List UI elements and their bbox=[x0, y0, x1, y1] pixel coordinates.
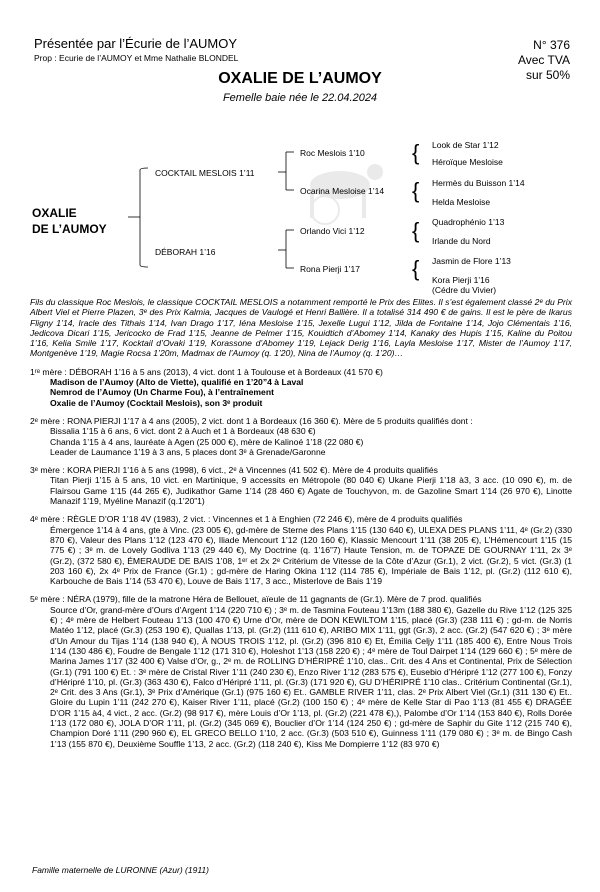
second-dam-produce-3: Leader de Laumance 1’19 à 3 ans, 5 places dont 3ᵉ à Grenade/Garonne bbox=[50, 446, 326, 457]
pedigree-sss: Look de Star 1’12 bbox=[432, 140, 499, 150]
pedigree-ssd: Héroïque Mesloise bbox=[432, 157, 503, 167]
second-dam-section bbox=[30, 416, 572, 457]
pedigree-ddd: Kora Pierji 1’16 bbox=[432, 275, 490, 285]
first-dam-heading: 1ʳᵉ mère : DÉBORAH 1’16 à 5 ans (2013), 4 vict. dont 1 à Toulouse et à Bordeaux (41 570 €) bbox=[30, 366, 383, 377]
lot-number: N° 376 bbox=[533, 38, 570, 52]
first-dam-produce-1: Madison de l’Aumoy (Alto de Viette), qualifié en 1’20”4 à Laval bbox=[50, 377, 304, 388]
first-dam-produce-3: Oxalie de l’Aumoy (Cocktail Meslois), son 3ᵉ produit bbox=[50, 397, 263, 408]
pedigree-dam-sire: Orlando Vici 1’12 bbox=[300, 226, 365, 236]
first-dam-section bbox=[30, 367, 572, 408]
vat-note: Avec TVA bbox=[517, 53, 570, 67]
family-text bbox=[30, 297, 572, 749]
pedigree-ddd-sire: (Cédre du Vivier) bbox=[432, 285, 497, 295]
maternal-family: Famille maternelle de LURONNE (Azur) (1911) bbox=[32, 865, 209, 875]
svg-text:{: { bbox=[412, 218, 420, 243]
pedigree-sire: COCKTAIL MESLOIS 1’11 bbox=[155, 168, 255, 178]
horse-name: OXALIE DE L’AUMOY bbox=[218, 70, 382, 87]
fourth-dam-section bbox=[30, 514, 572, 586]
pedigree-sdd: Helda Mesloise bbox=[432, 197, 491, 207]
owner-line: Prop : Ecurie de l’AUMOY et Mme Nathalie BLONDEL bbox=[34, 53, 239, 63]
pedigree-sire-sire: Roc Meslois 1’10 bbox=[300, 148, 365, 158]
presenter-line: Présentée par l’Écurie de l’AUMOY bbox=[34, 36, 238, 51]
sire-intro: Fils du classique Roc Meslois, le classique COCKTAIL MESLOIS a notamment remporté le Prix des Elites. Il s’est également classé 2ᵉ du Prix Albert Viel et Pierre Plazen, 3ᵉ des Prix Kalmia, Jacques de Vaulogé et Henri Ballière. Il a totalisé 314 490 € de gains. Il est le père de Ikarus Fligny 1’14, Iracle des Tithais 1’14, Ivan Drago 1’17, Iéna Mesloise 1’15, Jexelle Lugui 1’12, Jilda de Fontaine 1’14, Jojo Clémentais 1’16, Jedicova Dicari 1’15, Jericocko de Frad 1’15, Jeanne de Pelmer 1’15, Kouidtich d’Abomey 1’14, Kanaky des Hupis 1’15, Kaline du Poitou 1’16, Kelia Smile 1’17, Kocktail d’Ovaki 1’19, Korassone d’Abomey 1’19, Lejack Derig 1’16, Layla Mesloise 1’17, Mister de l’Aumoy 1’17, Montgenève 1’19, Magie Rocsa 1’20m, Madmax de l’Aumoy (q. 1’20), Nina de l’Aumoy (q. 1’20)… bbox=[30, 297, 572, 359]
horse-description: Femelle baie née le 22.04.2024 bbox=[222, 92, 378, 104]
pedigree-dss: Quadrophénio 1’13 bbox=[432, 217, 505, 227]
pedigree-sds: Hermès du Buisson 1’14 bbox=[432, 178, 525, 188]
pedigree-dam: DÉBORAH 1’16 bbox=[155, 247, 216, 257]
second-dam-produce-2: Chanda 1’15 à 4 ans, lauréate à Agen (25 000 €), mère de Kalinoé 1’18 (22 080 €) bbox=[50, 436, 364, 447]
pedigree-horse-name bbox=[32, 205, 107, 237]
pedigree-horse-name-line2: DE L’AUMOY bbox=[32, 222, 107, 236]
fourth-dam-body: Émergence 1’14 à 4 ans, gte à Vinc. (23 005 €), gd-mère de Sterne des Plans 1’15 (130 640 €), ULEXA DES PLANS 1’11, 4ᵉ (Gr.2) (330 870 €), Valeur des Plans 1’12 (123 470 €), Iliade Mencourt 1’12 (120 160 €), Klassic Mencourt 1’11 (38 205 €), L’Hémencourt 1’15 (15 775 €) ; 3ᵉ m. de Lovely Godliva 1’13 (29 440 €), My Doctrine (q. 1’16”7) Haute Tension, m. de TOPAZE DE GOURNAY 1’11, 2x 3ᵉ (Gr.2), (372 580 €), ÉMERAUDE DE BAIS 1’08, 1ᵉʳ et 2x 2ᵉ Critérium de Vitesse de la Côte d’Azur (Gr.1), 2 vict. (Gr.2), 5 vict. (Gr.3) (1 203 160 €), 2x 4ᵉ Prix de France (Gr.1) ; gd-mère de Haring Okina 1’12 (114 785 €), Impériale de Bais 1’12, pl. (Gr.2) (112 610 €), Karbouche de Bais 1’14 (53 470 €), Louve de Bais 1’17, 3 acc., Misterlove de Bais 1’19 bbox=[50, 524, 572, 587]
third-dam-section bbox=[30, 465, 572, 506]
svg-text:{: { bbox=[412, 140, 420, 165]
second-dam-heading: 2ᵉ mère : RONA PIERJI 1’17 à 4 ans (2005), 2 vict. dont 1 à Bordeaux (16 360 €). Mère de 5 produits qualifiés dont : bbox=[30, 415, 473, 426]
third-dam-body: Titan Pierji 1’15 à 5 ans, 10 vict. en Martinique, 9 accessits en Métropole (80 040 €) Ukane Pierji 1’18 à3, 3 acc. (10 090 €), m. de Flairsou Game 1’15 (44 265 €), Judikathor Game 1’14 (28 460 €) Agate de Touchyvon, m. de Gazoline Smart 1’14 (26 970 €), Linotte Manazif 1’19, Myéline Manazif (q.1’20”1) bbox=[50, 475, 572, 507]
fifth-dam-body: Source d’Or, grand-mère d’Ours d’Argent 1’14 (220 710 €) ; 3ᵉ m. de Tasmina Fouteau 1’13m (188 380 €), Gazelle du Rive 1’12 (125 325 €) ; 4ᵉ mère de Helbert Fouteau 1’13 (100 470 €) Urne d’Or, mère de DON KEWILTOM 1’15, placé (Gr.3) (238 111 €) ; gd-m. de Norris Matéo 1’12, placé (Gr.3) (253 190 €), Quallas 1’13, pl. (Gr.2) (111 610 €), ARIBO MIX 1’11, ggt (Gr.3), 2 acc. (Gr.2) (547 620 €) ; 3ᵉ mère d’Un Amour du Tijas 1’14 (138 940 €), À NOUS TROIS 1’12, pl. (Gr.2) (396 810 €) Et, Émilia Celjy 1’11 (185 400 €), Entre Nous Trois 1’14 (130 486 €), Foudre de Bengale 1’12 (171 310 €), Holeshot 1’13 (158 220 €) ; 4ᵉ mère de Toul Dairpet 1’14 (129 660 €) ; 5ᵉ mère de Marina James 1’17 (32 400 €) Valse d’Or, g., 2ᵉ m. de ROLLING D’HÉRIPRÉ 1’10, clas.. Crit. des 4 Ans et Continental, Prix de Sélection (Gr.1) (791 100 €) Et. : 3ᵉ mère de Cristal River 1’11 (240 230 €), Enzo River 1’12 (283 575 €), Eusebio d’Héripré 1’12 (277 100 €), Fonzy d’Héripré 1’10, pl. (Gr.3) (363 430 €), Falco d’Héripré 1’11, pl. (Gr.3) (171 920 €), GU D’HÉRIPRÉ 1’10 clas.. Critérium Continental (Gr.1), 2ᵉ Crit. des 3 Ans (Gr.1), 3ᵉ Prix d’Amérique (Gr.1) (975 160 €) Et.. GAMBLE RIVER 1’11, clas. 2ᵉ Prix Albert Viel (Gr.1) (311 130 €) Et.. Gloire du Lupin 1’11 (242 270 €), Kaiser River 1’11, placé (Gr.2) (100 150 €) ; 4ᵉ mère de Kelle Star di Pao 1’13 (81 455 €) DRAGÉE D’OR 1’15 à4, 4 vict., 2 acc. (Gr.2) (98 917 €), mère Louis d’Or 1’13, pl. (Gr.2) (221 478 €),), Palombe d’Or 1’14 (153 840 €), Rolls Dorée 1’13 (172 080 €), JOLA D’OR 1’11, pl. (Gr.2) (345 069 €), Bouclier d’Or 1’14 (124 250 €) ; gd-mère de Saphir du Gite 1’12 (215 740 €), Champion Doré 1’11 (290 960 €), EL GRECO BELLO 1’10, 2 acc. (Gr.3) (503 510 €), Guinness 1’11 (179 080 €) ; 3ᵉ m. de Bingo Cash 1’13 (155 870 €), Deuxième Souffle 1’13, 2 acc. (Gr.2) (118 240 €), Kiss Me Dompierre 1’12 (83 970 €) bbox=[50, 604, 572, 749]
first-dam-produce-2: Nemrod de l’Aumoy (Un Charme Fou), à l’entraînement bbox=[50, 387, 274, 398]
svg-text:{: { bbox=[412, 256, 420, 281]
pedigree-dds: Jasmin de Flore 1’13 bbox=[432, 256, 511, 266]
pedigree-dam-dam: Rona Pierji 1’17 bbox=[300, 264, 361, 274]
pedigree-sire-dam: Ocarina Mesloise 1’14 bbox=[300, 186, 385, 196]
svg-text:{: { bbox=[412, 178, 420, 203]
fifth-dam-heading: 5ᵉ mère : NÉRA (1979), fille de la matrone Héra de Bellouet, aïeule de 11 gagnants de (Gr.1). Mère de 7 prod. qualifiés bbox=[30, 594, 482, 605]
reserve-note: sur 50% bbox=[525, 68, 570, 82]
fourth-dam-heading: 4ᵉ mère : RÈGLE D’OR 1’18 4V (1983), 2 vict. : Vincennes et 1 à Enghien (72 246 €), mère de 4 produits qualifiés bbox=[30, 514, 463, 525]
fifth-dam-section bbox=[30, 594, 572, 748]
third-dam-heading: 3ᵉ mère : KORA PIERJI 1’16 à 5 ans (1998), 6 vict., 2ᵉ à Vincennes (41 502 €). Mère de 4 produits qualifiés bbox=[30, 465, 438, 476]
pedigree-dsd: Irlande du Nord bbox=[432, 236, 491, 246]
second-dam-produce-1: Bissalia 1’15 à 6 ans, 6 vict. dont 2 à Auch et 1 à Bordeaux (48 630 €) bbox=[50, 426, 316, 437]
pedigree-horse-name-line1: OXALIE bbox=[32, 206, 77, 220]
